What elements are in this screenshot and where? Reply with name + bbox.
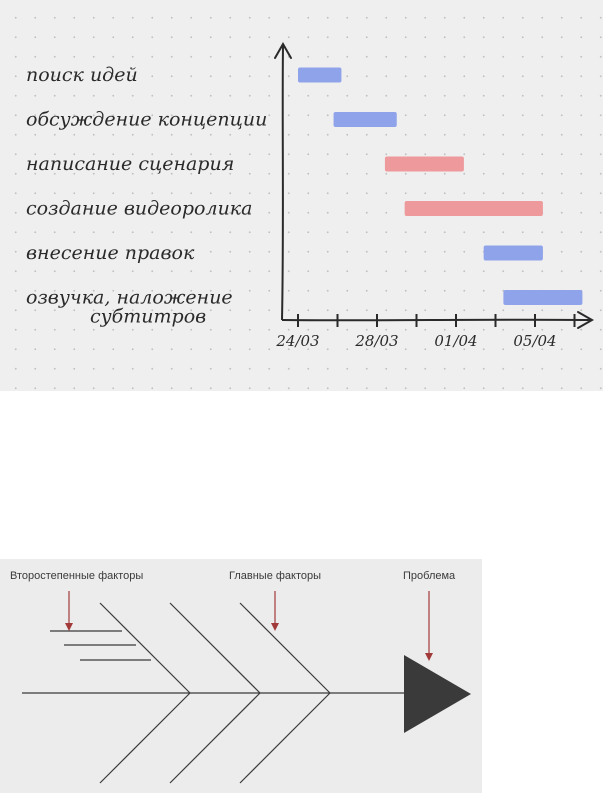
task-bar <box>385 157 464 172</box>
pointer-arrows <box>65 591 433 661</box>
task-label: написание сценария <box>26 153 235 175</box>
task-label: внесение правок <box>26 242 195 264</box>
x-axis <box>282 320 590 321</box>
x-axis-tick-labels <box>275 332 556 350</box>
label-secondary-factors: Второстепенные факторы <box>10 570 144 582</box>
task-bar <box>298 68 341 83</box>
task-bars <box>298 68 582 306</box>
task-label: озвучка, наложение <box>26 286 233 309</box>
x-tick-label: 28/03 <box>355 332 399 350</box>
task-label: создание видеоролика <box>26 197 253 220</box>
fishbone-diagram <box>0 559 482 793</box>
task-bar <box>484 246 543 261</box>
y-axis <box>282 46 283 320</box>
problem-head <box>404 655 471 733</box>
x-tick-label: 24/03 <box>276 332 320 350</box>
task-label: обсуждение концепции <box>26 108 268 131</box>
gantt-panel <box>0 0 603 391</box>
task-bar <box>503 290 582 305</box>
secondary-bones <box>50 631 151 660</box>
task-label: субтитров <box>90 305 207 328</box>
label-problem: Проблема <box>403 570 456 582</box>
x-tick-label: 05/04 <box>513 332 557 350</box>
label-main-factors: Главные факторы <box>229 570 322 582</box>
gantt-chart <box>0 0 603 391</box>
arrowhead-problem <box>425 653 433 661</box>
arrowhead-secondary <box>65 623 73 631</box>
task-bar <box>334 112 397 127</box>
fishbone-panel <box>0 559 482 793</box>
x-tick-label: 01/04 <box>434 332 478 350</box>
task-labels <box>26 64 267 328</box>
task-bar <box>405 201 543 216</box>
task-label: поиск идей <box>26 64 138 86</box>
arrowhead-main <box>271 623 279 631</box>
